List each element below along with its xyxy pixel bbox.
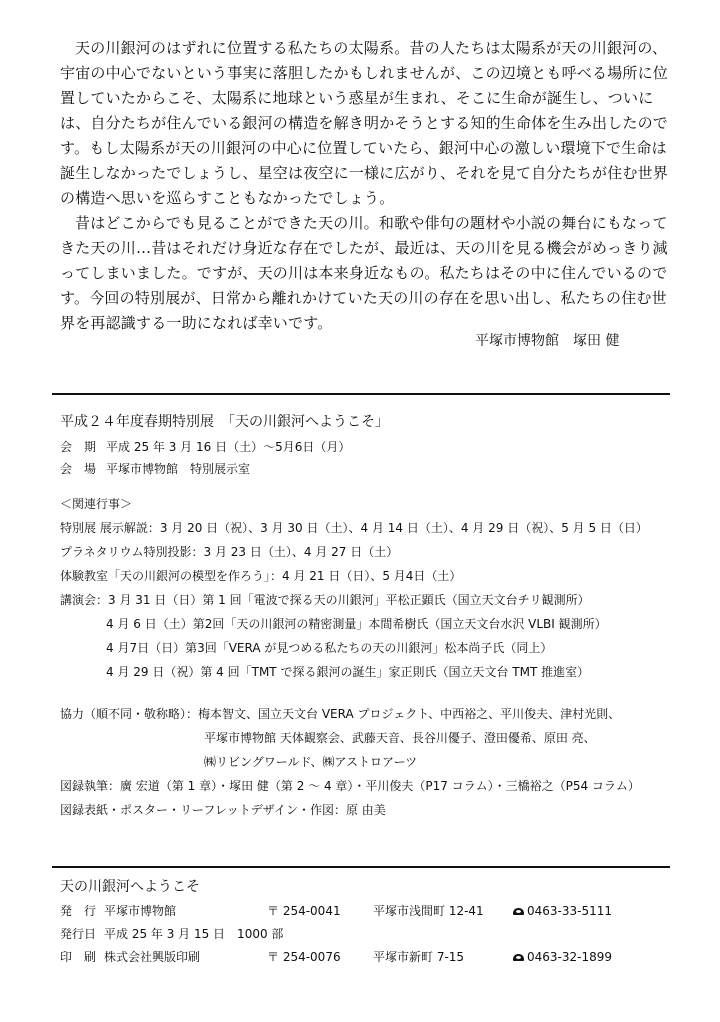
venue-value: 平塚市博物館 特別展示室: [106, 462, 251, 476]
intro-paragraph-1: 天の川銀河のはずれに位置する私たちの太陽系。昔の人たちは太陽系が天の川銀河の、宇宙の中心でないという事実に落胆したかもしれませんが、この辺境とも呼べる場所に位置していたからこそ、太陽系に地球という惑星が生まれ、そこに生命が誕生し、ついには、自分たちが住んでいる銀河の構造を解き明かそうとする知的生命体を生み出したのです。もし太陽系が天の川銀河の中心に位置していたら、銀河中心の激しい環境下で生命は誕生しなかったでしょうし、星空は夜空に一様に広がり、それを見て自分たちが住む世界の構造へ思いを巡らすこともなかったでしょう。: [60, 39, 669, 207]
period-value: 平成 25 年 3 月 16 日（土）～5月6日（月）: [106, 440, 351, 454]
period-label: 会 期: [60, 440, 97, 454]
credits: [60, 702, 675, 822]
colophon-title: 天の川銀河へようこそ: [60, 879, 200, 895]
printer-label: 印 刷: [60, 950, 97, 964]
catalog-design: 図録表紙・ポスター・リーフレットデザイン・作図：原 由美: [60, 803, 386, 817]
event-lecture-1: 講演会：3 月 31 日（日）第 1 回「電波で探る天の川銀河」平松正顕氏（国立天文台チリ観測所）: [60, 593, 590, 607]
intro-text: [60, 36, 670, 336]
printer-postal: 〒 254-0076: [267, 950, 341, 964]
event-planetarium: プラネタリウム特別投影：3 月 23 日（土）、4 月 27 日（土）: [60, 545, 399, 559]
cooperation-line-3: ㈱リビングワールド、㈱アストロアーツ: [204, 755, 418, 769]
issue-date-row: [60, 923, 670, 946]
phone-icon: [513, 908, 524, 915]
exhibit-info: [60, 412, 670, 480]
events-heading: ＜関連行事＞: [60, 497, 133, 511]
catalog-writers: 図録執筆：廣 宏道（第 1 章）・塚田 健（第 2 ～ 4 章）・平川俊夫（P17 コラム）・三橋裕之（P54 コラム）: [60, 779, 640, 793]
cooperation-line-2: 平塚市博物館 天体観察会、武藤天音、長谷川優子、澄田優希、原田 亮、: [204, 731, 596, 745]
publisher-label: 発 行: [60, 904, 97, 918]
phone-icon: [513, 954, 524, 961]
divider-bottom: [52, 866, 670, 868]
event-lecture-4: 4 月 29 日（祝）第 4 回「TMT で探る銀河の誕生」家正則氏（国立天文台 TMT 推進室）: [106, 665, 590, 679]
publisher-address: 平塚市浅間町 12-41: [373, 904, 484, 918]
exhibit-period: [60, 436, 670, 458]
issue-date-label: 発行日: [60, 927, 97, 941]
related-events: [60, 492, 672, 684]
publisher-postal: 〒 254-0041: [267, 904, 341, 918]
publisher-row: [60, 900, 670, 923]
printer-row: [60, 946, 670, 969]
printer-phone: 0463-32-1899: [527, 950, 613, 964]
event-lecture-3: 4 月7日（日）第3回「VERA が見つめる私たちの天の川銀河」松本尚子氏（同上）: [106, 641, 553, 655]
event-lecture-2: 4 月 6 日（土）第2回「天の川銀河の精密測量」本間希樹氏（国立天文台水沢 VLBI 観測所）: [106, 617, 607, 631]
publisher-phone: 0463-33-5111: [527, 904, 613, 918]
intro-paragraph-2: 昔はどこからでも見ることができた天の川。和歌や俳句の題材や小説の舞台にもなってきた天の川…昔はそれだけ身近な存在でしたが、最近は、天の川を見る機会がめっきり減ってしまいました。ですが、天の川は本来身近なもの。私たちはその中に住んでいるのです。今回の特別展が、日常から離れかけていた天の川の存在を思い出し、私たちの住む世界を再認識する一助になれば幸いです。: [60, 214, 668, 332]
publisher-name: 平塚市博物館: [104, 904, 177, 918]
exhibit-heading: 平成２４年度春期特別展 「天の川銀河へようこそ」: [60, 414, 389, 430]
event-guided-tour: 特別展 展示解説：3 月 20 日（祝）、3 月 30 日（土）、4 月 14 日（土）、4 月 29 日（祝）、5 月 5 日（日）: [60, 521, 648, 535]
divider-top: [52, 393, 670, 395]
signature: 平塚市博物館 塚田 健: [475, 333, 620, 349]
printer-name: 株式会社興版印刷: [104, 950, 201, 964]
exhibit-venue: [60, 458, 670, 480]
issue-date-value: 平成 25 年 3 月 15 日 1000 部: [104, 927, 284, 941]
event-workshop: 体験教室「天の川銀河の模型を作ろう」：4 月 21 日（日）、5 月4日（土）: [60, 569, 462, 583]
cooperation-line-1: 協力（順不同・敬称略）：梅本智文、国立天文台 VERA プロジェクト、中西裕之、平川俊夫、津村光則、: [60, 707, 621, 721]
venue-label: 会 場: [60, 462, 97, 476]
colophon: [60, 876, 670, 969]
printer-address: 平塚市新町 7-15: [373, 950, 465, 964]
